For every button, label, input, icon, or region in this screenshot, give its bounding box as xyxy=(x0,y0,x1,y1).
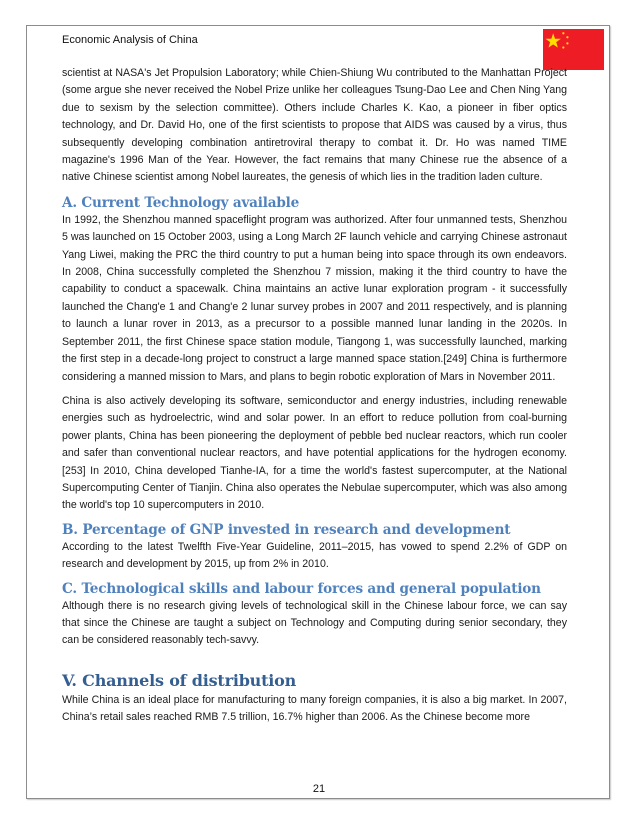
section-v-paragraph: While China is an ideal place for manufacturing to many foreign companies, it is also a big market. In 2007, China’s retail sales reached RMB 7.5 trillion, 16.7% higher than 2006. As the Chinese become more xyxy=(62,693,567,724)
intro-paragraph: scientist at NASA's Jet Propulsion Laboratory; while Chien-Shiung Wu contributed to the Manhattan Project (some argue she never received the Nobel Prize unlike her colleagues Tsung-Dao Lee and Chen Ning Yang due to sexism by the selection committee). Others include Charles K. Kao, a pioneer in fiber optics technology, and Dr. David Ho, one of the first scientists to propose that AIDS was caused by a virus, thus subsequently developing combination antiretroviral therapy to combat it. Dr. Ho was named TIME magazine's 1996 Man of the Year. However, the fact remains that many Chinese rue the absence of a native Chinese scientist among Nobel laureates, the genesis of which lies in the tradition laden culture. xyxy=(62,67,567,184)
section-a-heading: A. Current Technology available xyxy=(62,194,300,211)
section-a-paragraph-1: In 1992, the Shenzhou manned spaceflight program was authorized. After four unmanned tests, Shenzhou 5 was launched on 15 October 2003, using a Long March 2F launch vehicle and carrying Chinese astronaut Yang Liwei, making the PRC the third country to put a human being into space through its own endeavors. In 2008, China successfully completed the Shenzhou 7 mission, making it the third country to have the capability to conduct a spacewalk. China maintains an active lunar exploration program - it successfully launched the Chang'e 1 and Chang'e 2 lunar survey probes in 2007 and 2011 respectively, and is planning to launch a lunar rover in 2013, as a precursor to a possible manned lunar landing in the 2020s. In September 2011, the first Chinese space station module, Tiangong 1, was successfully launched, marking the first step in a decade-long project to construct a large manned space station.[249] China is furthermore considering a manned mission to Mars, and plans to begin robotic exploration of Mars in November 2011. xyxy=(62,213,567,383)
section-c-heading: C. Technological skills and labour forces and general population xyxy=(62,580,541,597)
china-flag-icon xyxy=(543,29,604,70)
section-a-paragraph-2: China is also actively developing its software, semiconductor and energy industries, including renewable energies such as hydroelectric, wind and solar power. In an effort to reduce pollution from coal-burning power plants, China has been pioneering the deployment of pebble bed nuclear reactors, which run cooler and safer than conventional nuclear reactors, and have potential applications for the hydrogen economy.[253] In 2010, China developed Tianhe-IA, for a time the world's fastest supercomputer, at the National Supercomputing Center of Tianjin. China also operates the Nebulae supercomputer, which was also among the world's top 10 supercomputers in 2010. xyxy=(62,394,567,512)
document-body xyxy=(62,65,567,727)
page-number xyxy=(0,783,638,795)
section-b-paragraph: According to the latest Twelfth Five-Year Guideline, 2011–2015, has vowed to spend 2.2% of GDP on research and development by 2015, up from 2% in 2010. xyxy=(62,540,567,571)
section-c-paragraph: Although there is no research giving levels of technological skill in the Chinese labour force, we can say that since the Chinese are taught a subject on Technology and Computing during senior secondary, they can be considered reasonably tech-savvy. xyxy=(62,599,567,647)
section-b-heading: B. Percentage of GNP invested in research and development xyxy=(62,521,511,538)
running-header-title: Economic Analysis of China xyxy=(62,34,198,46)
section-v-heading: V. Channels of distribution xyxy=(62,670,297,690)
page-number-text: 21 xyxy=(312,783,326,795)
